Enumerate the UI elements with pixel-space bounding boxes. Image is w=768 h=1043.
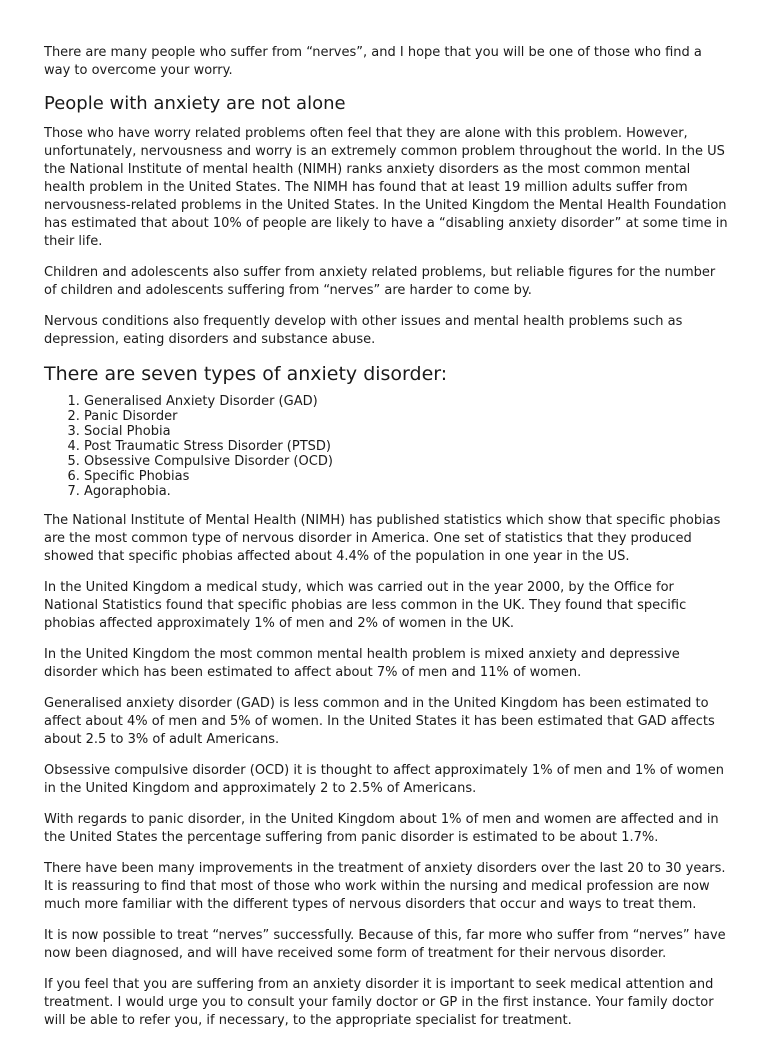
heading-not-alone: People with anxiety are not alone <box>44 93 346 114</box>
list-item: 2. Panic Disorder <box>84 409 728 424</box>
list-item: 1. Generalised Anxiety Disorder (GAD) <box>84 394 728 409</box>
paragraph-improvements: There have been many improvements in the treatment of anxiety disorders over the last 20 to 30 years. It is reassuring to find that most of those who work within the nursing and medical profession are now much more familiar with the different types of nervous disorders that occur and ways to treat them. <box>44 861 726 912</box>
list-item: 3. Social Phobia <box>84 424 728 439</box>
paragraph-gad: Generalised anxiety disorder (GAD) is less common and in the United Kingdom has been estimated to affect about 4% of men and 5% of women. In the United States it has been estimated that GAD affects about 2.5 to 3% of adult Americans. <box>44 696 715 747</box>
paragraph-nimh-phobias: The National Institute of Mental Health (NIMH) has published statistics which show that specific phobias are the most common type of nervous disorder in America. One set of statistics that they produced showed that specific phobias affected about 4.4% of the population in one year in the US. <box>44 513 721 564</box>
heading-seven-types: There are seven types of anxiety disorder: <box>44 363 448 385</box>
paragraph-uk-study: In the United Kingdom a medical study, which was carried out in the year 2000, by the Office for National Statistics found that specific phobias are less common in the UK. They found that specific phobias affected approximately 1% of men and 2% of women in the UK. <box>44 580 687 631</box>
list-item: 4. Post Traumatic Stress Disorder (PTSD) <box>84 439 728 454</box>
paragraph-treat-nerves: It is now possible to treat “nerves” successfully. Because of this, far more who suffer from “nerves” have now been diagnosed, and will have received some form of treatment for their nervous disorder. <box>44 928 726 961</box>
list-item: 6. Specific Phobias <box>84 469 728 484</box>
list-item: 5. Obsessive Compulsive Disorder (OCD) <box>84 454 728 469</box>
paragraph-panic: With regards to panic disorder, in the United Kingdom about 1% of men and women are affected and in the United States the percentage suffering from panic disorder is estimated to be about 1.7%. <box>44 812 719 845</box>
paragraph-seek-treatment: If you feel that you are suffering from an anxiety disorder it is important to seek medical attention and treatment. I would urge you to consult your family doctor or GP in the first instance. Your family doctor will be able to refer you, if necessary, to the appropriate specialist for treatment. <box>44 977 714 1028</box>
paragraph-alone-1: Those who have worry related problems often feel that they are alone with this problem. However, unfortunately, nervousness and worry is an extremely common problem throughout the world. In the US the National Institute of mental health (NIMH) ranks anxiety disorders as the most common mental health problem in the United States. The NIMH has found that at least 19 million adults suffer from nervousness-related problems in the United States. In the United Kingdom the Mental Health Foundation has estimated that about 10% of people are likely to have a “disabling anxiety disorder” at some time in their life. <box>44 126 728 249</box>
paragraph-uk-mixed: In the United Kingdom the most common mental health problem is mixed anxiety and depressive disorder which has been estimated to affect about 7% of men and 11% of women. <box>44 647 680 680</box>
paragraph-alone-2: Children and adolescents also suffer from anxiety related problems, but reliable figures for the number of children and adolescents suffering from “nerves” are harder to come by. <box>44 265 716 298</box>
paragraph-alone-3: Nervous conditions also frequently develop with other issues and mental health problems such as depression, eating disorders and substance abuse. <box>44 314 683 347</box>
list-item: 7. Agoraphobia. <box>84 484 728 499</box>
anxiety-types-list <box>44 394 728 499</box>
intro-paragraph: There are many people who suffer from “nerves”, and I hope that you will be one of those who find a way to overcome your worry. <box>44 45 702 78</box>
document-page <box>44 44 728 1043</box>
paragraph-ocd: Obsessive compulsive disorder (OCD) it is thought to affect approximately 1% of men and 1% of women in the United Kingdom and approximately 2 to 2.5% of Americans. <box>44 763 724 796</box>
